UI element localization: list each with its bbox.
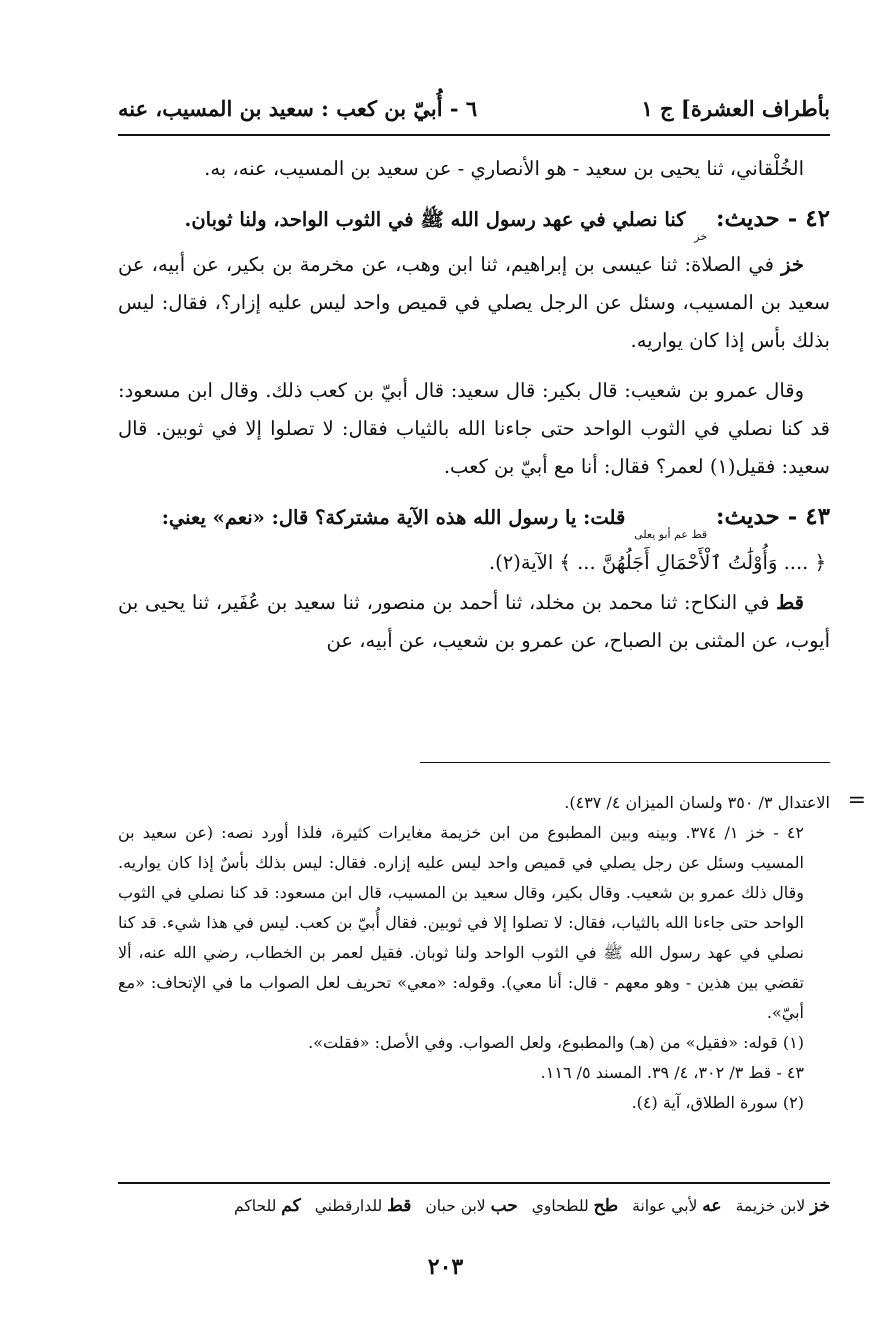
header-book-title: بأطراف العشرة] ج ١: [641, 95, 830, 121]
abbr-item: عه لأبي عوانة: [632, 1196, 722, 1216]
footnote-42: ٤٢ - خز ١/ ٣٧٤. وبينه وبين المطبوع من ابن خزيمة مغايرات كثيرة، فلذا أورد نصه: (عن سعيد بن المسيب وسئل عن رجل يصلي في قميص واحد ليس عليه إزاره. فقال: ليس بذلك بأسٌ إذا كان يواريه. وقال ذلك عمرو بن شعيب. وقال بكير، وقال سعيد بن المسيب، قال ابن مسعود: قد كنا نصلي في الثوب الواحد حتى جاءنا الله بالثياب، فقال: لا تصلوا إلا في ثوبين. فقال أُبيّ بن كعب. ليس في هذا شيء. قد كنا نصلي في عهد رسول الله ﷺ في الثوب الواحد ولنا ثوبان. فقيل لعمر بن الخطاب، رضي الله عنه، ألا تقضي بين هذين - وهو معهم - قال: أنا معي). وقوله: «معي» تحريف لعل الصواب ما في الإتحاف: «مع أبيّ».: [118, 823, 804, 1022]
source-abbr: خز: [781, 253, 804, 276]
header-chapter-title: ٦ - أُبيّ بن كعب : سعيد بن المسيب، عنه: [118, 95, 478, 121]
paragraph-text: في الصلاة: ثنا عيسى بن إبراهيم، ثنا ابن وهب، عن مخرمة بن بكير، عن أبيه، عن سعيد بن المسيب، وسئل عن الرجل يصلي في قميص واحد ليس عليه إزار؟، فقال: ليس بذلك بأس إذا كان يواريه.: [118, 253, 830, 352]
paragraph-source-qt: [118, 584, 830, 660]
header-rule: [118, 134, 830, 136]
continuation-mark: =: [847, 788, 866, 813]
abbr-item: خز لابن خزيمة: [735, 1196, 830, 1216]
footnote-43: ٤٣ - قط ٣/ ٣٠٢، ٤/ ٣٩. المسند ٥/ ١١٦.: [540, 1063, 804, 1082]
hadith-42-number: ٤٢ - حديث:: [715, 205, 830, 232]
main-text: [118, 150, 830, 660]
page-main: [118, 86, 830, 672]
footnotes: [118, 788, 866, 1118]
source-abbr: قط: [776, 591, 804, 614]
hadith-42-sigla: خز: [694, 230, 708, 243]
quran-verse: ﴿ .... وَأُوْلَٰتُ ٱلْأَحْمَالِ أَجَلُهُنَّ ... ﴾ الآية(٢).: [488, 551, 826, 574]
abbreviation-key: [118, 1196, 830, 1216]
paragraph-source-khuz: [118, 246, 830, 360]
abbr-item: كم للحاكم: [234, 1196, 301, 1216]
hadith-43-sigla: قط عم أبو يعلى: [634, 528, 708, 541]
footnote-2: (٢) سورة الطلاق، آية (٤).: [631, 1093, 804, 1112]
hadith-42-text: كنا نصلي في عهد رسول الله ﷺ في الثوب الواحد، ولنا ثوبان.: [184, 208, 686, 231]
hadith-43-number: ٤٣ - حديث:: [715, 503, 830, 530]
footnote-separator: [420, 762, 830, 763]
abbr-item: قط للدارقطني: [314, 1196, 412, 1216]
paragraph-amr: وقال عمرو بن شعيب: قال بكير: قال سعيد: قال أبيّ بن كعب ذلك. وقال ابن مسعود: قد كنا نصلي في الثوب الواحد حتى جاءنا الله بالثياب فقال: لا تصلوا إلا في ثوبين. قال سعيد: فقيل(١) لعمر؟ فقال: أنا مع أبيّ بن كعب.: [118, 379, 830, 478]
abbr-item: حب لابن حبان: [425, 1196, 518, 1216]
abbr-item: طح للطحاوي: [531, 1196, 619, 1216]
paragraph-text: في النكاح: ثنا محمد بن مخلد، ثنا أحمد بن منصور، ثنا سعيد بن عُفَير، ثنا يحيى بن أيوب، عن المثنى بن الصباح، عن عمرو بن شعيب، عن أبيه، عن: [118, 591, 830, 652]
hadith-43-text: قلت: يا رسول الله هذه الآية مشتركة؟ قال: «نعم» يعني:: [161, 506, 626, 529]
bottom-rule: [118, 1182, 830, 1184]
running-header: [118, 86, 830, 130]
page-number: ٢٠٣: [427, 1254, 464, 1280]
footnote-continued: الاعتدال ٣/ ٣٥٠ ولسان الميزان ٤/ ٤٣٧).: [564, 793, 830, 812]
hadith-42: [118, 200, 830, 242]
text-line-continued: الخُلْقاني، ثنا يحيى بن سعيد - هو الأنصاري - عن سعيد بن المسيب، عنه، به.: [204, 157, 804, 180]
footnote-1: (١) قوله: «فقيل» من (هـ) والمطبوع، ولعل الصواب. وفي الأصل: «فقلت».: [308, 1033, 804, 1052]
hadith-43: [118, 498, 830, 540]
